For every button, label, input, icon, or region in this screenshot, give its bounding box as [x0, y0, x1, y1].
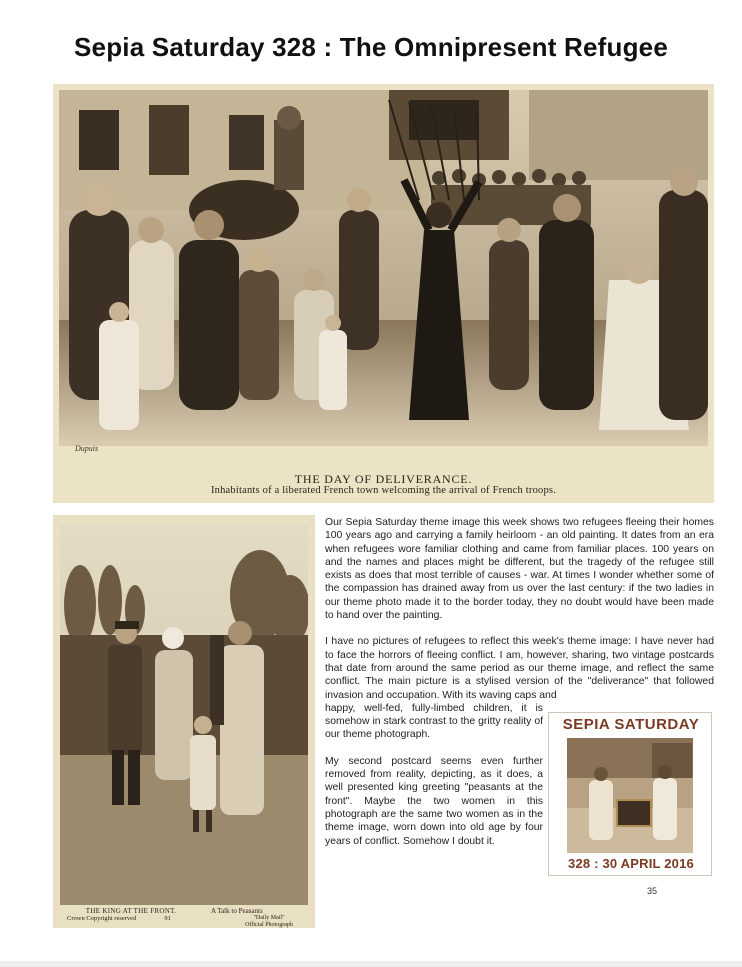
deliverance-caption-subtitle: Inhabitants of a liberated French town welcoming the arrival of French troops.	[210, 485, 557, 496]
artist-signature: Dupuis	[75, 444, 99, 453]
badge-title: SEPIA SATURDAY	[562, 716, 700, 733]
deliverance-caption-title: THE DAY OF DELIVERANCE.	[294, 472, 473, 486]
source-note: Official Photograph	[245, 922, 293, 928]
page-title: Sepia Saturday 328 : The Omnipresent Refugee	[74, 32, 668, 62]
paragraph-2b: happy, well-fed, fully-limbed children, it is somehow in stark contrast to the gritty reality of our theme photograph.	[325, 702, 543, 741]
postcard-number: 91	[164, 915, 171, 922]
badge-theme-photo	[567, 738, 693, 853]
postcard-king-at-front	[53, 515, 315, 928]
king-caption-right: A Talk to Peasants	[211, 907, 263, 915]
king-caption-title: THE KING AT THE FRONT.	[85, 907, 177, 915]
paragraph-3: My second postcard seems even further removed from reality, depicting, as it does, a well presented king greeting "peasants at the front". Maybe the two women in this photograph are the same two women as in the theme image, worn down into old age by four years of conflict. Somehow I doubt it.	[325, 755, 543, 847]
paragraph-2a: I have no pictures of refugees to reflect this week's theme image: I have never had to face the horrors of fleeing conflict. I am, however, sharing, two vintage postcards that date from around the same period as our theme image, and reflect the same conflict. The main picture is a stylised version of the "deliverance" that followed invasion and occupation. With its waving caps and	[325, 636, 714, 701]
source-text: "Daily Mail"	[253, 915, 285, 921]
king-caption-copyright	[67, 915, 199, 922]
king-caption-source	[229, 915, 309, 929]
king-at-front-photo	[60, 525, 308, 905]
copyright-text: Crown Copyright reserved	[67, 915, 137, 922]
page-number: 35	[647, 886, 658, 896]
bottom-bar	[0, 961, 742, 967]
badge-date: 328 : 30 APRIL 2016	[568, 856, 694, 871]
deliverance-illustration	[59, 90, 708, 446]
postcard-deliverance	[53, 84, 714, 503]
sepia-saturday-badge	[548, 712, 712, 876]
paragraph-1: Our Sepia Saturday theme image this week shows two refugees fleeing their homes 100 years ago and carrying a family heirloom - an old painting. It dates from an era when refugees wore familiar clothing and came from familiar places. 100 years on and the names and places might be different, but the tragedy of the refugee still exists as does that most terrible of causes - war. At times I wonder whether some of the compassion has drained away from us over the last century: if the two ladies in our theme photo made it to the border today, they no doubt would have been made to hand over the painting.	[325, 517, 714, 622]
